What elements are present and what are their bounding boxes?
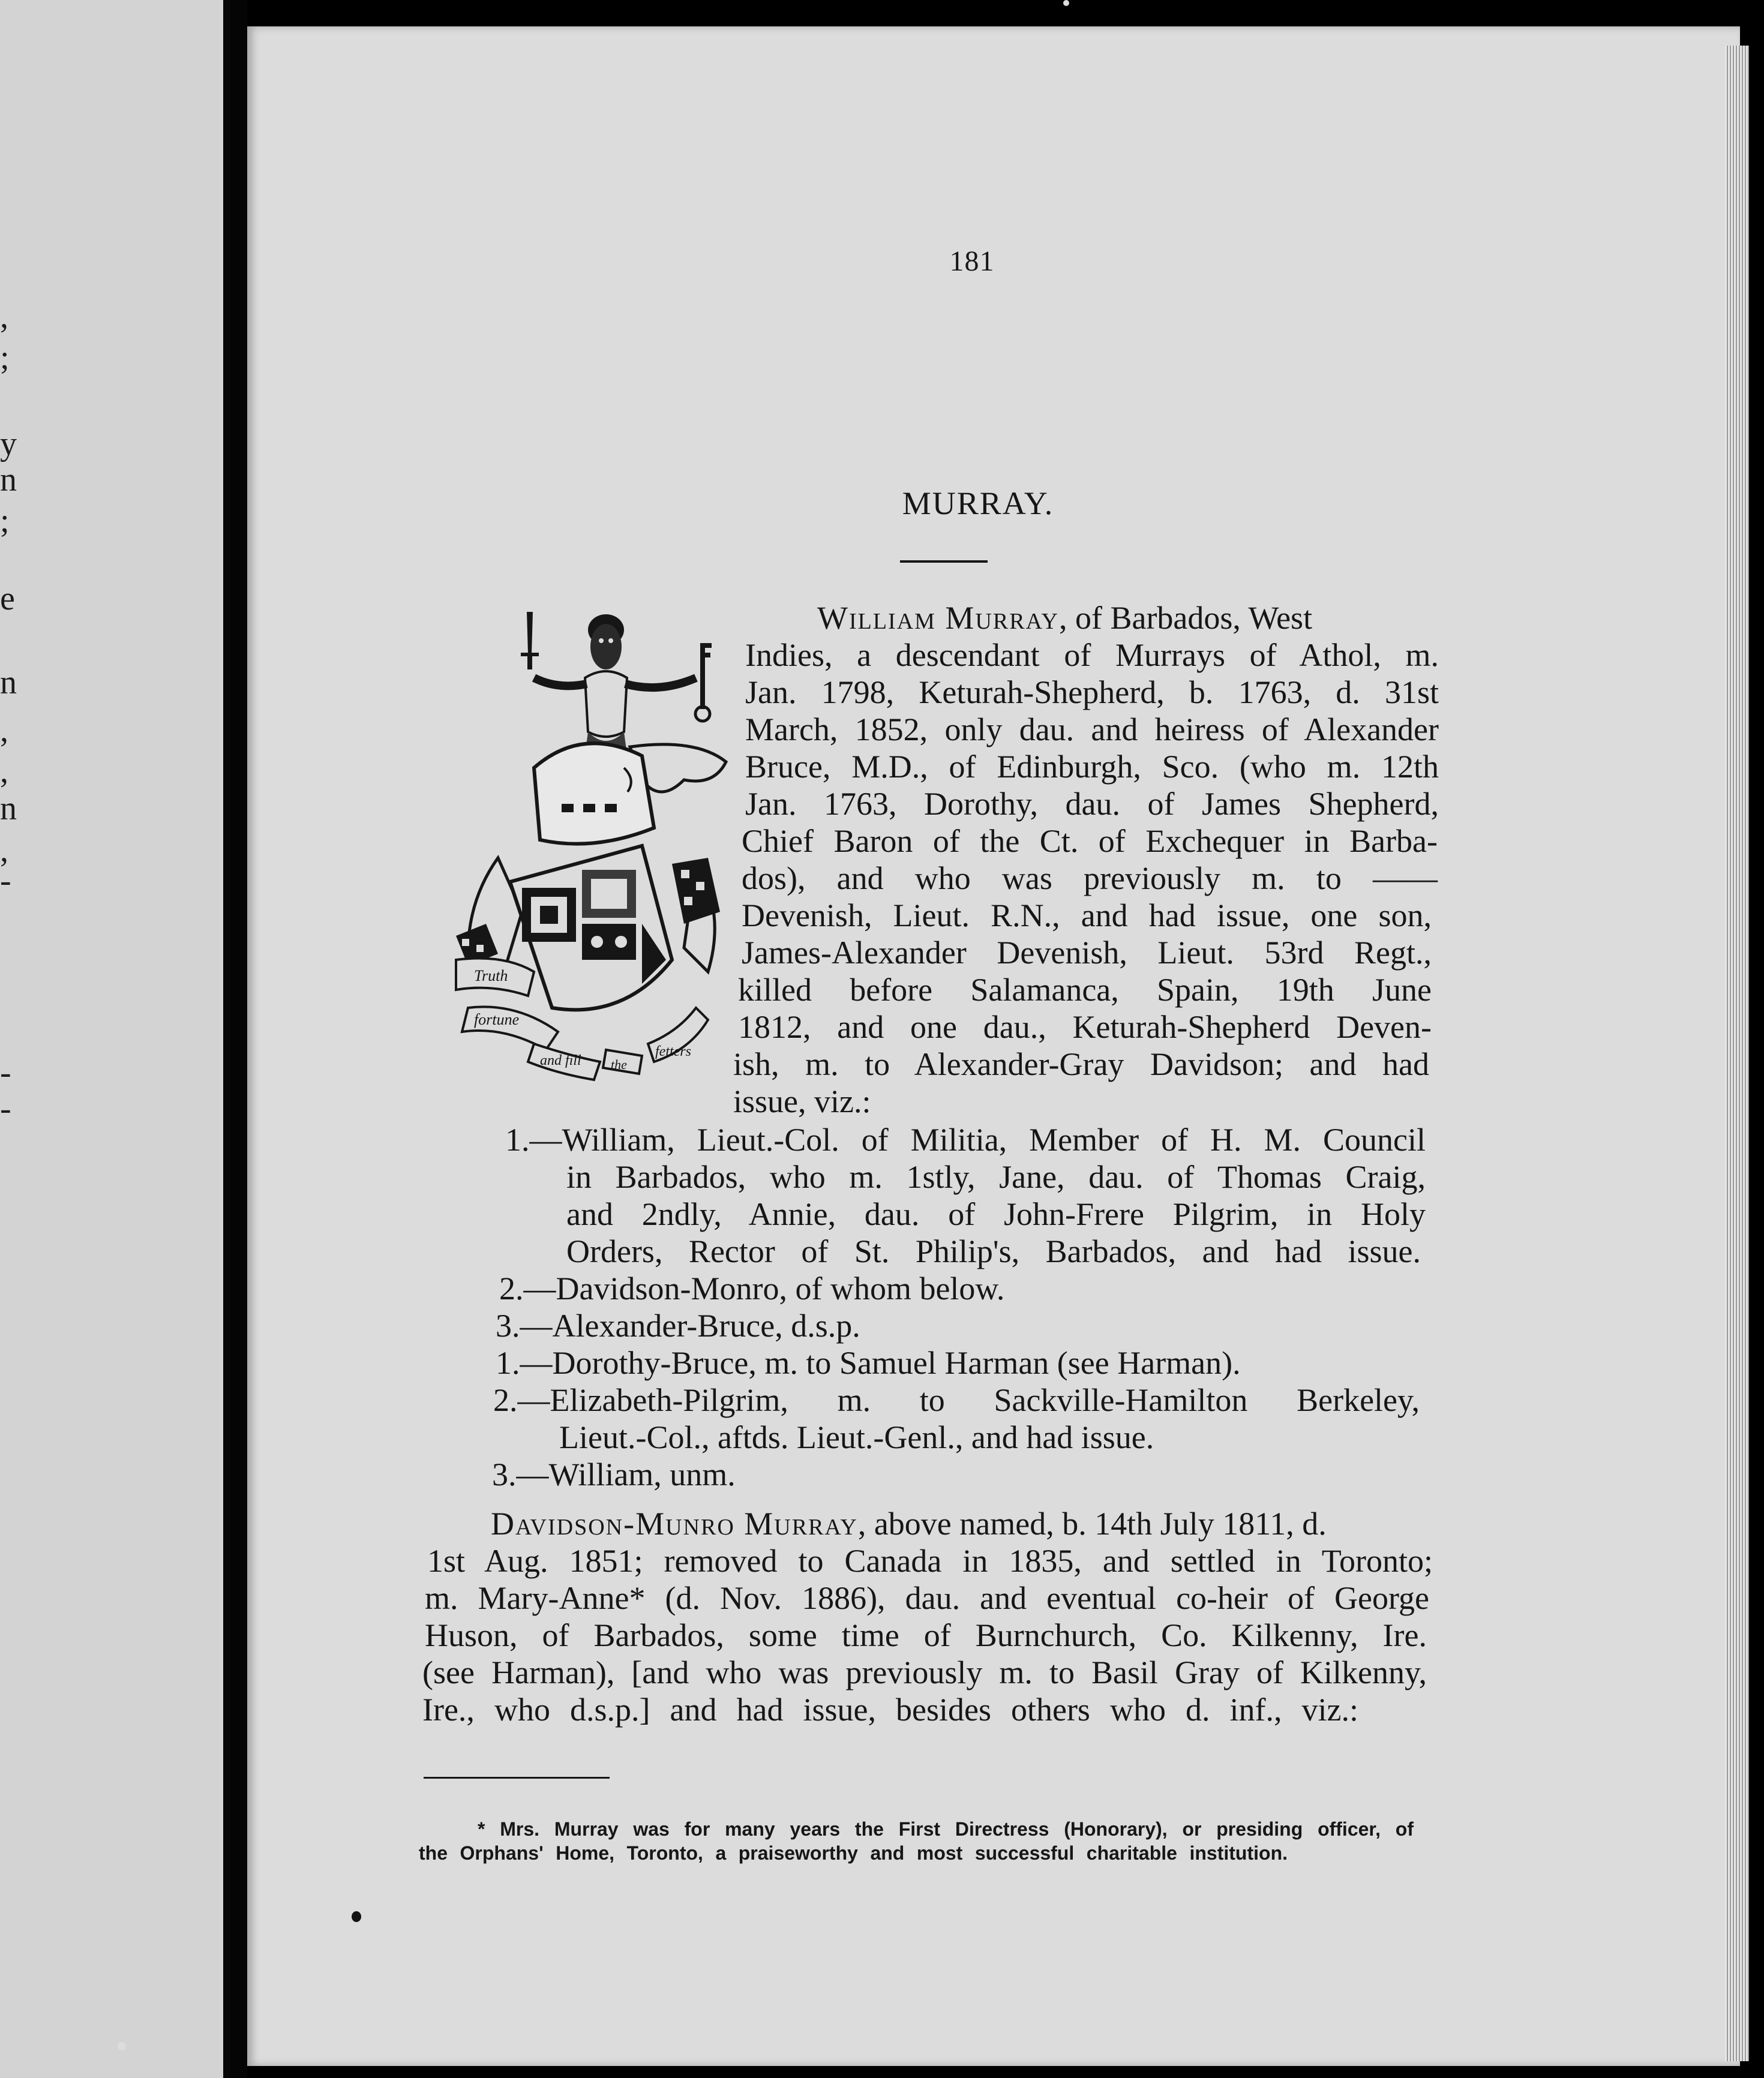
dagger-icon [521, 612, 539, 669]
intro-line: killed before Salamanca, Spain, 19th June [738, 972, 1432, 1008]
left-page-fragment: n [0, 790, 17, 827]
scan-speck [352, 1911, 361, 1922]
intro-line: Jan. 1763, Dorothy, dau. of James Shepherd, [745, 786, 1439, 822]
issue-line: 2.—Davidson-Monro, of whom below. [499, 1271, 1005, 1307]
intro-line: James-Alexander Devenish, Lieut. 53rd Regt., [742, 935, 1432, 971]
issue-line: Orders, Rector of St. Philip's, Barbados, and had issue. [566, 1233, 1421, 1269]
shield-icon [510, 846, 672, 1010]
scan-speck [1063, 0, 1069, 6]
motto-word: Truth [474, 967, 508, 984]
intro-line-text: , of Barbados, West [1058, 600, 1313, 636]
motto-word: the [611, 1057, 627, 1072]
davidson-line: 1st Aug. 1851; removed to Canada in 1835, and settled in Toronto; [427, 1543, 1433, 1579]
coat-of-arms-image [444, 588, 732, 1086]
footnote-line: * Mrs. Murray was for many years the First Directress (Honorary), or presiding officer, of [478, 1818, 1414, 1840]
left-page-fragment: e [0, 580, 15, 617]
key-icon [695, 643, 712, 721]
page-number: 181 [949, 245, 995, 277]
left-page-fragment: y [0, 425, 17, 463]
motto-word: and fill [540, 1053, 581, 1068]
davidson-line: (see Harman), [and who was previously m. to Basil Gray of Kilkenny, [422, 1654, 1427, 1690]
issue-line: 2.—Elizabeth-Pilgrim, m. to Sackville-Hamilton Berkeley, [493, 1382, 1420, 1418]
issue-line: and 2ndly, Annie, dau. of John-Frere Pilgrim, in Holy [566, 1196, 1426, 1232]
left-page-fragment: , [0, 832, 8, 869]
left-page-fragment: - [0, 862, 11, 899]
page-edges [1725, 46, 1749, 2061]
davidson-line: m. Mary-Anne* (d. Nov. 1886), dau. and eventual co-heir of George [425, 1580, 1429, 1616]
left-page-fragment: n [0, 664, 17, 701]
person-name: William Murray [817, 600, 1059, 636]
davidson-line: Huson, of Barbados, some time of Burnchurch, Co. Kilkenny, Ire. [425, 1617, 1427, 1653]
left-page-fragment: , [0, 298, 8, 335]
scan-speck [118, 2042, 126, 2050]
intro-line [817, 600, 1439, 636]
intro-line: ish, m. to Alexander-Gray Davidson; and had [733, 1046, 1429, 1082]
helmet-icon [534, 743, 654, 844]
left-page-fragment: , [0, 753, 8, 790]
intro-line: issue, viz.: [733, 1083, 871, 1119]
left-page-fragment: - [0, 1090, 11, 1127]
issue-line: 1.—William, Lieut.-Col. of Militia, Member of H. M. Council [505, 1122, 1426, 1158]
intro-line: Chief Baron of the Ct. of Exchequer in Barba- [742, 823, 1438, 859]
intro-line: Devenish, Lieut. R.N., and had issue, one son, [742, 897, 1432, 933]
motto-word: fortune [474, 1011, 520, 1028]
wild-man-crest [534, 614, 696, 750]
person-name: Davidson-Munro Murray [491, 1506, 858, 1542]
issue-line: in Barbados, who m. 1stly, Jane, dau. of Thomas Craig, [566, 1159, 1426, 1195]
intro-line: dos), and who was previously m. to —— [742, 860, 1438, 896]
davidson-line [491, 1506, 1433, 1542]
left-page-fragment: ; [0, 502, 10, 539]
footnote-rule [424, 1777, 610, 1779]
davidson-line: Ire., who d.s.p.] and had issue, besides others who d. inf., viz.: [422, 1692, 1358, 1728]
issue-line: 1.—Dorothy-Bruce, m. to Samuel Harman (see Harman). [496, 1345, 1241, 1381]
left-page-fragment: - [0, 1054, 11, 1091]
issue-line: Lieut.-Col., aftds. Lieut.-Genl., and had issue. [559, 1419, 1154, 1455]
intro-line: Bruce, M.D., of Edinburgh, Sco. (who m. 12th [745, 749, 1439, 785]
page-title: MURRAY. [902, 485, 1054, 521]
left-page-fragment: n [0, 461, 17, 499]
issue-line: 3.—Alexander-Bruce, d.s.p. [496, 1308, 860, 1344]
left-page-fragment: ; [0, 339, 10, 376]
motto-word: fetters [655, 1044, 691, 1059]
book-gutter [223, 0, 247, 2078]
footnote-line: the Orphans' Home, Toronto, a praiseworthy and most successful charitable institution. [419, 1842, 1288, 1864]
intro-line: Jan. 1798, Keturah-Shepherd, b. 1763, d. 31st [745, 674, 1439, 710]
title-rule [900, 560, 988, 563]
left-page-fragment: , [0, 712, 8, 749]
davidson-line-text: , above named, b. 14th July 1811, d. [857, 1506, 1327, 1542]
intro-line: 1812, and one dau., Keturah-Shepherd Deven- [738, 1009, 1432, 1045]
issue-line: 3.—William, unm. [492, 1457, 736, 1493]
intro-line: March, 1852, only dau. and heiress of Alexander [745, 711, 1439, 747]
intro-line: Indies, a descendant of Murrays of Athol, m. [745, 637, 1439, 673]
left-page-margin [0, 0, 223, 2078]
